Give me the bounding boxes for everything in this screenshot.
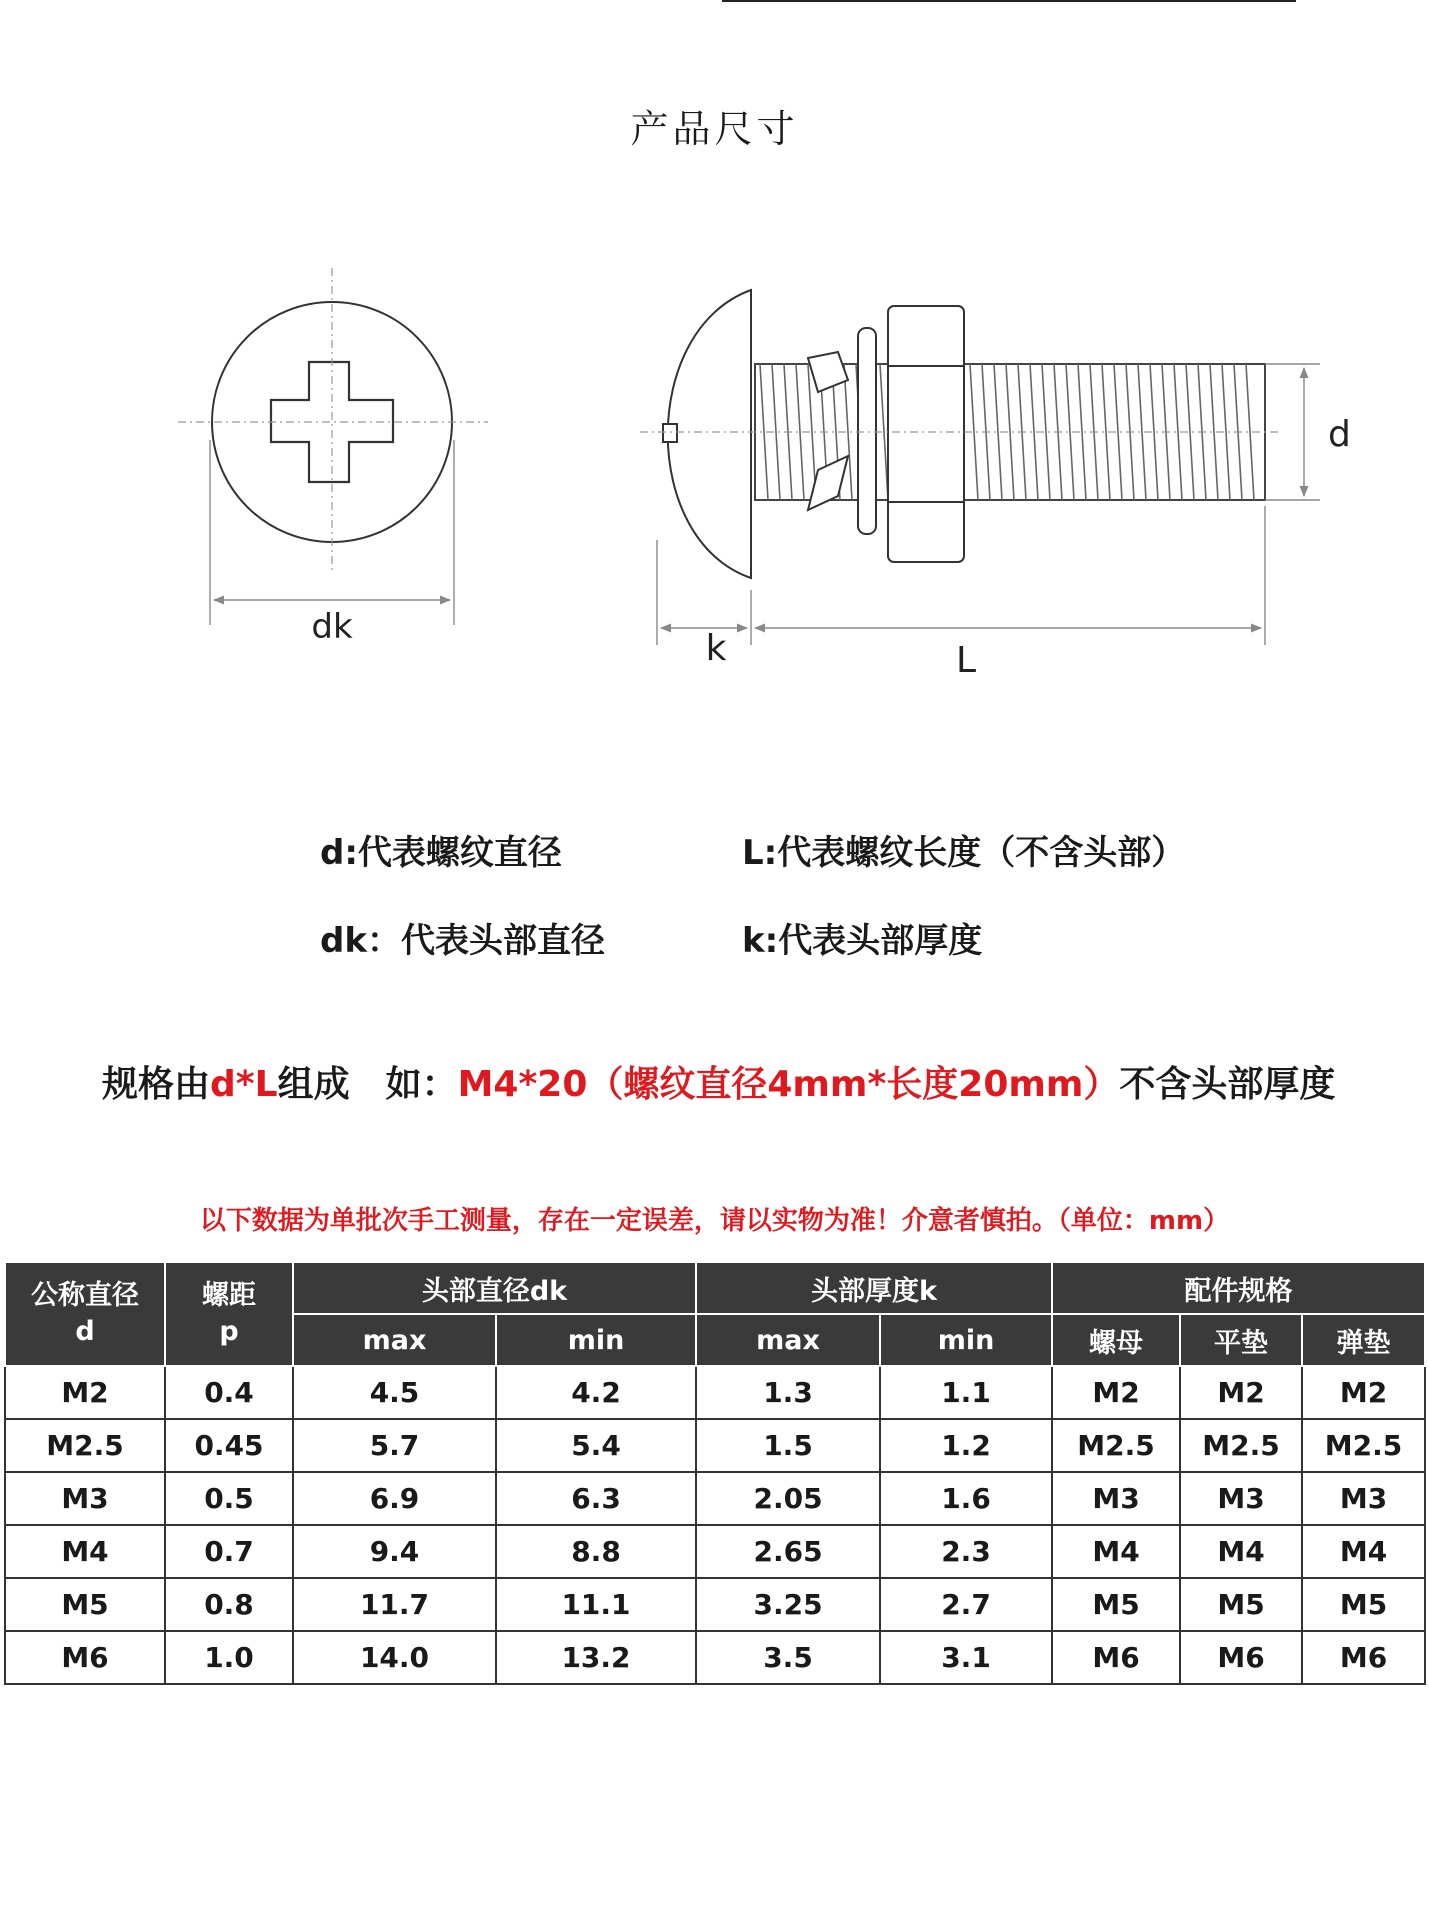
dimension-table xyxy=(4,1261,1426,1685)
table-cell: 3.5 xyxy=(696,1631,880,1684)
table-cell: 5.7 xyxy=(293,1419,496,1472)
table-cell: 11.7 xyxy=(293,1578,496,1631)
table-cell: M2 xyxy=(1180,1366,1302,1419)
header-flat-washer: 平垫 xyxy=(1180,1314,1302,1366)
table-cell: 2.65 xyxy=(696,1525,880,1578)
header-head-thickness: 头部厚度k xyxy=(696,1262,1052,1314)
table-cell: 1.2 xyxy=(880,1419,1052,1472)
table-cell: 1.1 xyxy=(880,1366,1052,1419)
header-dk-min: min xyxy=(496,1314,696,1366)
table-row xyxy=(5,1366,1425,1419)
legend-dk: dk：代表头部直径 xyxy=(320,921,605,961)
table-cell: M4 xyxy=(5,1525,165,1578)
table-cell: 0.45 xyxy=(165,1419,293,1472)
table-cell: M2.5 xyxy=(1302,1419,1425,1472)
table-cell: M3 xyxy=(1302,1472,1425,1525)
table-cell: 0.8 xyxy=(165,1578,293,1631)
header-k-min: min xyxy=(880,1314,1052,1366)
table-row xyxy=(5,1578,1425,1631)
table-cell: M3 xyxy=(5,1472,165,1525)
table-cell: 3.25 xyxy=(696,1578,880,1631)
table-cell: M4 xyxy=(1302,1525,1425,1578)
table-row xyxy=(5,1631,1425,1684)
label-L: L xyxy=(955,640,977,681)
table-row xyxy=(5,1419,1425,1472)
legend-k: k:代表头部厚度 xyxy=(742,921,983,961)
table-cell: 8.8 xyxy=(496,1525,696,1578)
table-cell: M2.5 xyxy=(1052,1419,1180,1472)
table-cell: 14.0 xyxy=(293,1631,496,1684)
table-cell: M6 xyxy=(1302,1631,1425,1684)
table-cell: 3.1 xyxy=(880,1631,1052,1684)
label-d: d xyxy=(1328,414,1351,455)
table-cell: M3 xyxy=(1180,1472,1302,1525)
legend-d: d:代表螺纹直径 xyxy=(320,833,562,873)
table-cell: 2.05 xyxy=(696,1472,880,1525)
table-cell: 6.3 xyxy=(496,1472,696,1525)
table-cell: 1.6 xyxy=(880,1472,1052,1525)
table-cell: 1.5 xyxy=(696,1419,880,1472)
table-cell: M6 xyxy=(1052,1631,1180,1684)
table-cell: M4 xyxy=(1180,1525,1302,1578)
table-cell: 0.5 xyxy=(165,1472,293,1525)
head-side-view xyxy=(663,290,751,578)
header-pitch-line2: p xyxy=(219,1316,239,1347)
label-dk: dk xyxy=(311,607,353,647)
table-cell: 11.1 xyxy=(496,1578,696,1631)
table-cell: 6.9 xyxy=(293,1472,496,1525)
table-cell: M2.5 xyxy=(5,1419,165,1472)
table-cell: M2 xyxy=(1052,1366,1180,1419)
table-cell: 1.0 xyxy=(165,1631,293,1684)
header-head-diameter: 头部直径dk xyxy=(293,1262,696,1314)
table-cell: 0.7 xyxy=(165,1525,293,1578)
table-cell: M3 xyxy=(1052,1472,1180,1525)
table-cell: M2 xyxy=(5,1366,165,1419)
top-divider xyxy=(722,0,1296,2)
spec-example: M4*20（螺纹直径4mm*长度20mm） xyxy=(457,1064,1120,1105)
table-cell: M5 xyxy=(1180,1578,1302,1631)
flat-washer xyxy=(858,328,876,534)
header-pitch-line1: 螺距 xyxy=(202,1280,256,1311)
measurement-notice: 以下数据为单批次手工测量，存在一定误差，请以实物为准！介意者慎拍。（单位：mm） xyxy=(199,1206,1230,1236)
spec-formula: d*L xyxy=(210,1064,278,1105)
header-parts: 配件规格 xyxy=(1052,1262,1425,1314)
header-nominal-diameter xyxy=(5,1262,165,1366)
table-cell: M2.5 xyxy=(1180,1419,1302,1472)
spec-suffix: 不含头部厚度 xyxy=(1119,1064,1336,1105)
table-cell: 13.2 xyxy=(496,1631,696,1684)
spec-middle: 组成 如： xyxy=(277,1064,458,1105)
table-cell: M2 xyxy=(1302,1366,1425,1419)
header-spring-washer: 弹垫 xyxy=(1302,1314,1425,1366)
table-cell: 2.7 xyxy=(880,1578,1052,1631)
legend-L: L:代表螺纹长度（不含头部） xyxy=(742,833,1186,873)
table-cell: 1.3 xyxy=(696,1366,880,1419)
spec-prefix: 规格由 xyxy=(102,1064,211,1105)
table-cell: 5.4 xyxy=(496,1419,696,1472)
spec-explanation xyxy=(102,1056,1335,1107)
table-cell: 9.4 xyxy=(293,1525,496,1578)
table-cell: 0.4 xyxy=(165,1366,293,1419)
table-row xyxy=(5,1525,1425,1578)
table-cell: M5 xyxy=(1302,1578,1425,1631)
header-nominal-line2: d xyxy=(75,1316,95,1347)
table-cell: M5 xyxy=(5,1578,165,1631)
table-cell: M5 xyxy=(1052,1578,1180,1631)
table-row xyxy=(5,1472,1425,1525)
screw-dimension-diagram xyxy=(0,250,1429,690)
header-nominal-line1: 公称直径 xyxy=(31,1280,139,1311)
table-cell: M4 xyxy=(1052,1525,1180,1578)
header-pitch xyxy=(165,1262,293,1366)
header-dk-max: max xyxy=(293,1314,496,1366)
page-title: 产品尺寸 xyxy=(630,107,799,151)
hex-nut xyxy=(888,306,964,562)
table-cell: M6 xyxy=(5,1631,165,1684)
table-cell: M6 xyxy=(1180,1631,1302,1684)
header-k-max: max xyxy=(696,1314,880,1366)
table-cell: 4.2 xyxy=(496,1366,696,1419)
header-nut: 螺母 xyxy=(1052,1314,1180,1366)
table-cell: 2.3 xyxy=(880,1525,1052,1578)
label-k: k xyxy=(705,628,727,669)
table-cell: 4.5 xyxy=(293,1366,496,1419)
